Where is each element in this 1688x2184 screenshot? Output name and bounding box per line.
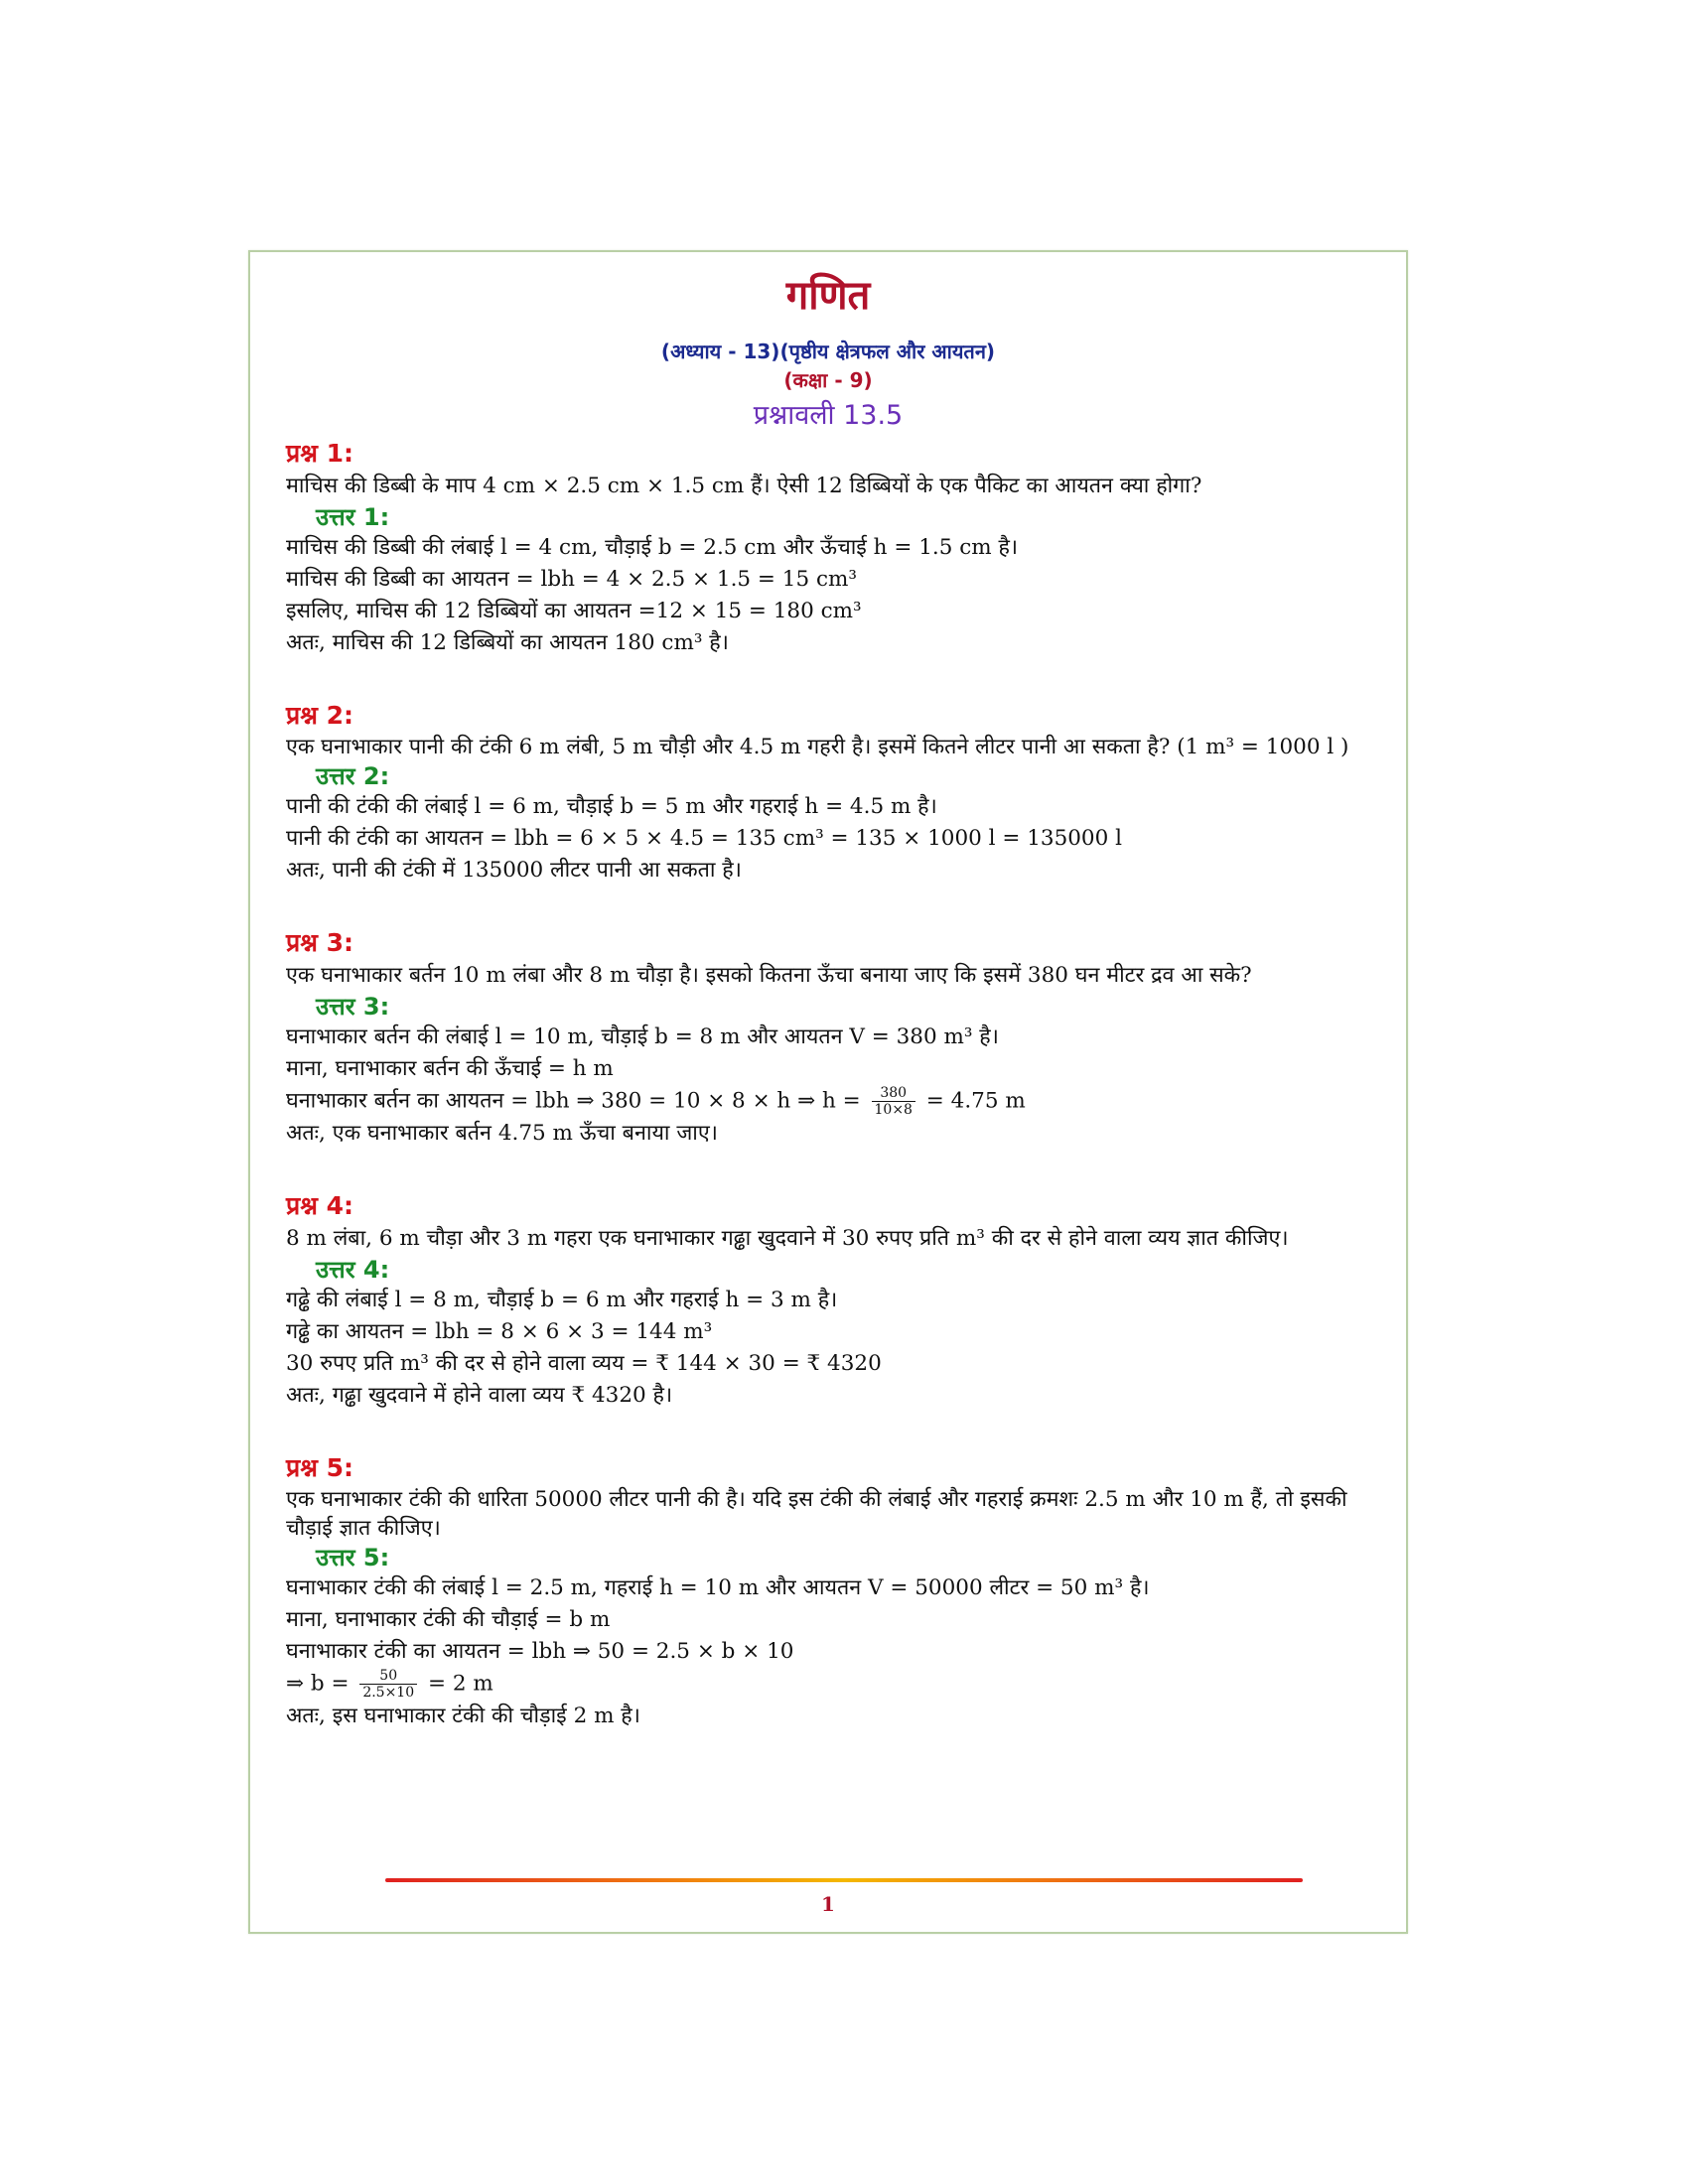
question-block-3: [286, 926, 1378, 1150]
answer-line: पानी की टंकी का आयतन = lbh = 6 × 5 × 4.5 = 135 cm³ = 135 × 1000 l = 135000 l: [286, 826, 1122, 851]
question-label: प्रश्न 1:: [286, 439, 353, 468]
formula-prefix: घनाभाकार बर्तन का आयतन = lbh ⇒ 380 = 10 × 8 × h ⇒ h =: [286, 1088, 861, 1114]
chapter-heading: (अध्याय - 13)(पृष्ठीय क्षेत्रफल और आयतन): [660, 340, 996, 363]
question-text: एक घनाभाकार बर्तन 10 m लंबा और 8 m चौड़ा है। इसको कितना ऊँचा बनाया जाए कि इसमें 380 घन मीटर द्रव आ सके?: [286, 963, 1252, 988]
answer-label: उत्तर 2:: [316, 762, 390, 790]
answer-line: माना, घनाभाकार बर्तन की ऊँचाई = h m: [286, 1056, 614, 1081]
question-text: 8 m लंबा, 6 m चौड़ा और 3 m गहरा एक घनाभाकार गढ्ढा खुदवाने में 30 रुपए प्रति m³ की दर से होने वाला व्यय ज्ञात कीजिए।: [286, 1226, 1289, 1251]
question-label: प्रश्न 3:: [286, 928, 353, 957]
answer-line: गढ्ढे की लंबाई l = 8 m, चौड़ाई b = 6 m और गहराई h = 3 m है।: [286, 1288, 838, 1312]
fraction: [872, 1085, 915, 1118]
answer-line: इसलिए, माचिस की 12 डिब्बियों का आयतन =12 × 15 = 180 cm³: [286, 599, 862, 623]
formula-line: [286, 1668, 1378, 1701]
page-frame: [248, 250, 1408, 1934]
content: [286, 437, 1378, 1772]
footer-divider: [385, 1878, 1303, 1882]
question-block-5: [286, 1451, 1378, 1732]
answer-line: घनाभाकार टंकी का आयतन = lbh ⇒ 50 = 2.5 × b × 10: [286, 1639, 794, 1664]
answer-line: अतः, एक घनाभाकार बर्तन 4.75 m ऊँचा बनाया जाए।: [286, 1121, 718, 1146]
answer-label: उत्तर 5:: [316, 1544, 390, 1571]
formula-suffix: = 4.75 m: [925, 1088, 1026, 1114]
exercise-heading: प्रश्नावली 13.5: [753, 400, 904, 431]
answer-label: उत्तर 3:: [316, 993, 390, 1021]
answer-label: उत्तर 1:: [316, 503, 390, 531]
answer-line: घनाभाकार टंकी की लंबाई l = 2.5 m, गहराई h = 10 m और आयतन V = 50000 लीटर = 50 m³ है।: [286, 1575, 1150, 1600]
answer-line: गढ्ढे का आयतन = lbh = 8 × 6 × 3 = 144 m³: [286, 1319, 713, 1344]
class-heading: (कक्षा - 9): [783, 368, 873, 392]
formula-line: [286, 1085, 1378, 1118]
page-number: 1: [821, 1892, 835, 1916]
question-block-2: [286, 699, 1378, 887]
answer-line: माना, घनाभाकार टंकी की चौड़ाई = b m: [286, 1607, 611, 1632]
question-block-1: [286, 437, 1378, 659]
answer-line: अतः, इस घनाभाकार टंकी की चौड़ाई 2 m है।: [286, 1704, 640, 1728]
fraction: [359, 1668, 417, 1701]
page-title: गणित: [785, 273, 871, 319]
question-label: प्रश्न 5:: [286, 1453, 353, 1482]
fraction-denominator: 10×8: [874, 1102, 913, 1118]
answer-line: घनाभाकार बर्तन की लंबाई l = 10 m, चौड़ाई b = 8 m और आयतन V = 380 m³ है।: [286, 1024, 999, 1049]
formula-prefix: ⇒ b =: [286, 1671, 350, 1697]
question-label: प्रश्न 4:: [286, 1191, 353, 1220]
answer-line: माचिस की डिब्बी का आयतन = lbh = 4 × 2.5 × 1.5 = 15 cm³: [286, 567, 857, 592]
answer-label: उत्तर 4:: [316, 1256, 390, 1284]
formula-suffix: = 2 m: [427, 1671, 493, 1697]
question-text: एक घनाभाकार टंकी की धारिता 50000 लीटर पानी की है। यदि इस टंकी की लंबाई और गहराई क्रमशः 2.5 m और 10 m हैं, तो इसकी चौड़ाई ज्ञात कीजिए।: [286, 1487, 1347, 1541]
fraction-numerator: 50: [359, 1668, 417, 1685]
answer-line: अतः, माचिस की 12 डिब्बियों का आयतन 180 cm³ है।: [286, 630, 729, 655]
answer-line: अतः, पानी की टंकी में 135000 लीटर पानी आ सकता है।: [286, 858, 742, 883]
question-block-4: [286, 1189, 1378, 1412]
question-text: माचिस की डिब्बी के माप 4 cm × 2.5 cm × 1.5 cm हैं। ऐसी 12 डिब्बियों के एक पैकिट का आयतन क्या होगा?: [286, 474, 1202, 498]
answer-line: अतः, गढ्ढा खुदवाने में होने वाला व्यय ₹ 4320 है।: [286, 1383, 673, 1408]
question-text: एक घनाभाकार पानी की टंकी 6 m लंबी, 5 m चौड़ी और 4.5 m गहरी है। इसमें कितने लीटर पानी आ सकता है? (1 m³ = 1000 l ): [286, 735, 1349, 759]
answer-line: पानी की टंकी की लंबाई l = 6 m, चौड़ाई b = 5 m और गहराई h = 4.5 m है।: [286, 794, 937, 819]
answer-line: माचिस की डिब्बी की लंबाई l = 4 cm, चौड़ाई b = 2.5 cm और ऊँचाई h = 1.5 cm है।: [286, 535, 1019, 560]
question-label: प्रश्न 2:: [286, 701, 353, 730]
answer-line: 30 रुपए प्रति m³ की दर से होने वाला व्यय = ₹ 144 × 30 = ₹ 4320: [286, 1351, 882, 1376]
fraction-numerator: 380: [872, 1085, 915, 1102]
fraction-denominator: 2.5×10: [362, 1685, 415, 1701]
